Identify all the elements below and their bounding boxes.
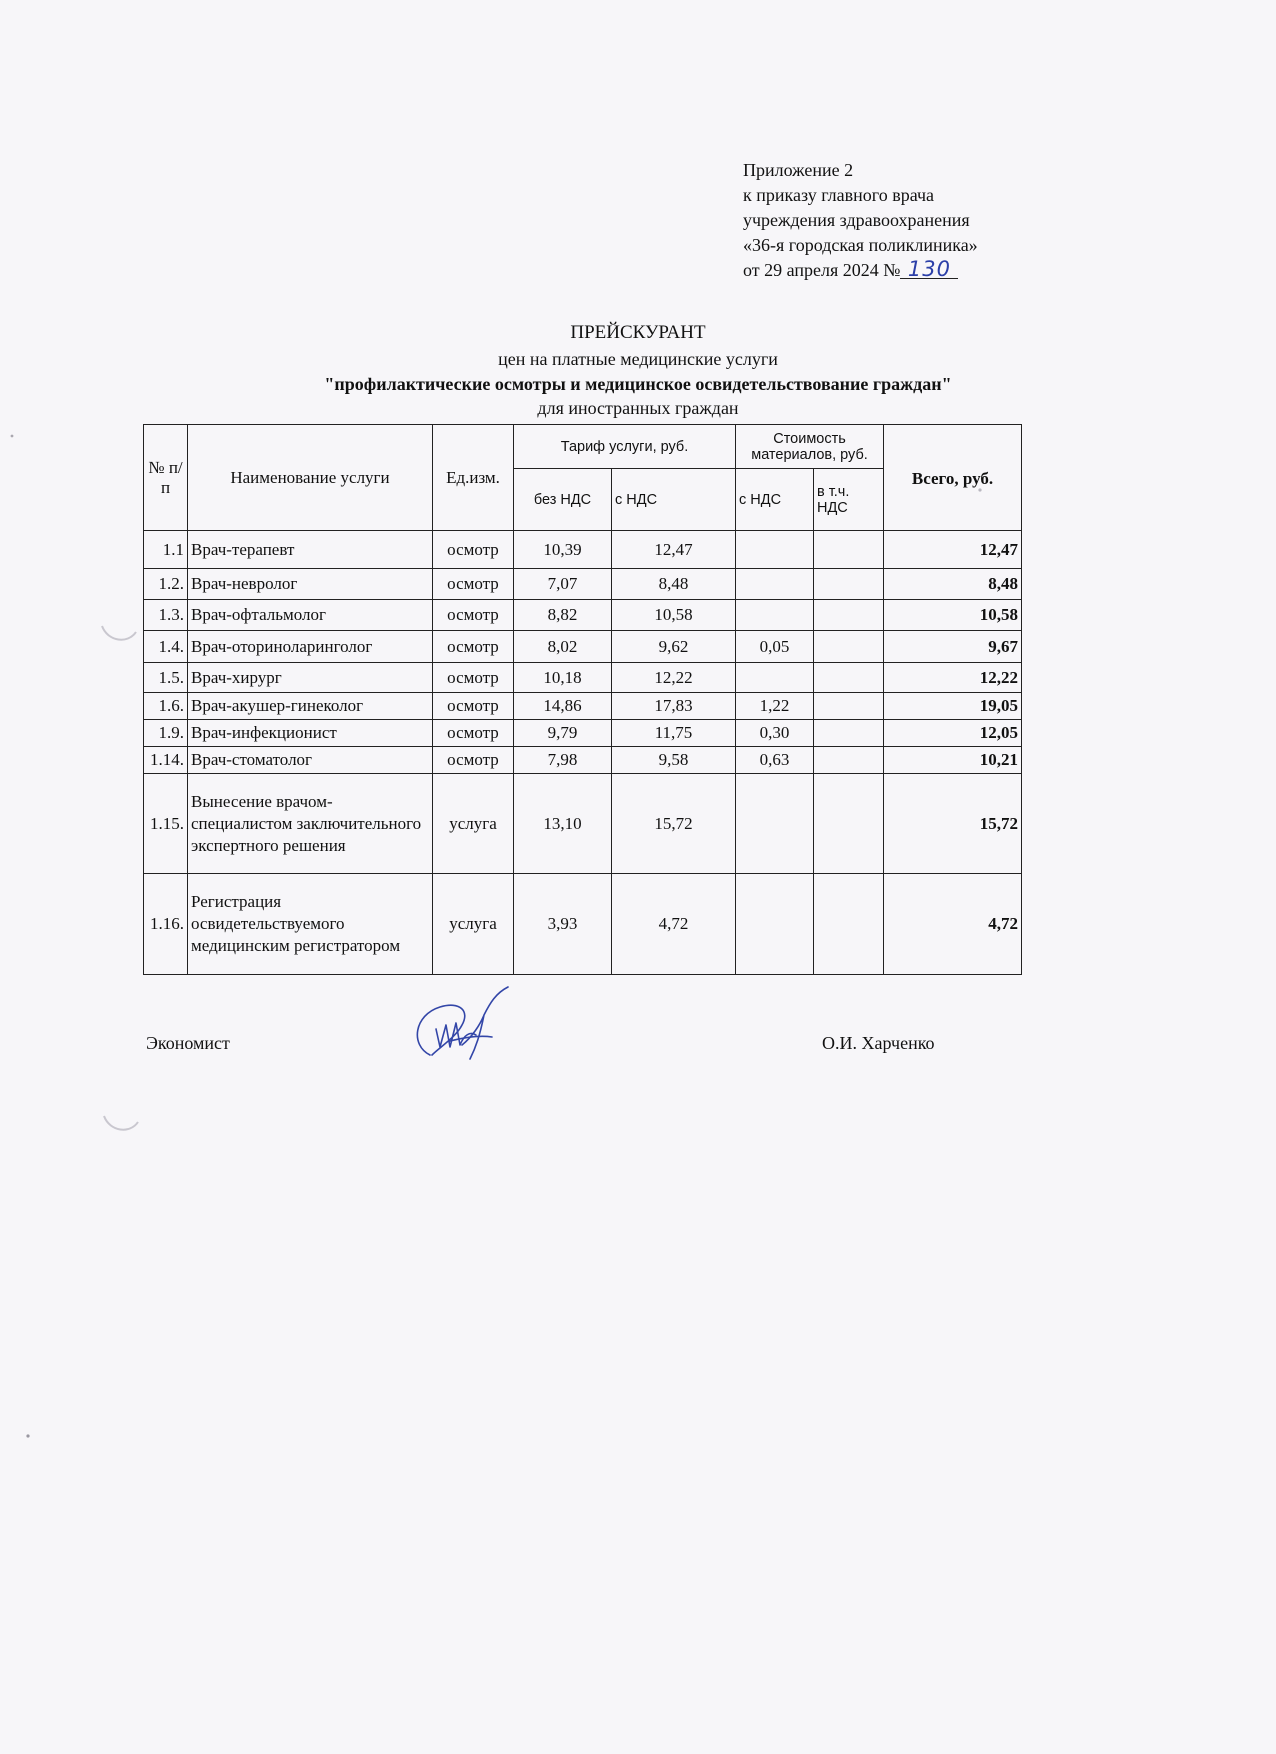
table-row (144, 874, 1022, 975)
table-row (144, 747, 1022, 774)
cell-with-vat: 12,22 (612, 663, 736, 693)
cell-with-vat: 15,72 (612, 774, 736, 874)
cell-mat-with-vat: 1,22 (736, 693, 814, 720)
appendix-line-1: Приложение 2 (743, 160, 854, 180)
appendix-block (743, 158, 978, 283)
scan-speck (8, 432, 16, 440)
cell-mat-incl-vat (814, 569, 884, 600)
cell-with-vat: 8,48 (612, 569, 736, 600)
cell-no-vat: 7,07 (514, 569, 612, 600)
cell-unit: осмотр (433, 600, 514, 631)
appendix-line-4: «36-я городская поликлиника» (743, 235, 978, 255)
cell-mat-incl-vat (814, 693, 884, 720)
cell-name: Вынесение врачом-специалистом заключительного экспертного решения (188, 774, 433, 874)
signature-person: О.И. Харченко (822, 1033, 935, 1053)
cell-total: 12,05 (884, 720, 1022, 747)
cell-name: Врач-акушер-гинеколог (188, 693, 433, 720)
cell-total: 10,21 (884, 747, 1022, 774)
cell-mat-incl-vat (814, 747, 884, 774)
cell-num: 1.4. (144, 631, 188, 663)
cell-num: 1.6. (144, 693, 188, 720)
table-row (144, 774, 1022, 874)
cell-mat-with-vat (736, 531, 814, 569)
cell-total: 12,47 (884, 531, 1022, 569)
cell-with-vat: 4,72 (612, 874, 736, 975)
cell-num: 1.1 (144, 531, 188, 569)
cell-no-vat: 7,98 (514, 747, 612, 774)
punch-hole-mark-upper (98, 618, 142, 648)
cell-with-vat: 9,62 (612, 631, 736, 663)
cell-num: 1.5. (144, 663, 188, 693)
handwritten-signature (410, 985, 540, 1075)
document-title: ПРЕЙСКУРАНТ (570, 322, 706, 343)
table-row (144, 569, 1022, 600)
signature-stroke-tail (462, 987, 508, 1059)
cell-num: 1.15. (144, 774, 188, 874)
cell-unit: осмотр (433, 569, 514, 600)
header-total: Всего, руб. (884, 425, 1022, 531)
cell-unit: услуга (433, 774, 514, 874)
header-num: № п/п (144, 425, 188, 531)
cell-total: 4,72 (884, 874, 1022, 975)
cell-unit: услуга (433, 874, 514, 975)
cell-no-vat: 9,79 (514, 720, 612, 747)
cell-mat-incl-vat (814, 631, 884, 663)
table-row (144, 663, 1022, 693)
signature-position: Экономист (146, 1033, 230, 1053)
cell-no-vat: 10,39 (514, 531, 612, 569)
cell-mat-incl-vat (814, 600, 884, 631)
header-with-vat: с НДС (612, 469, 736, 531)
header-mat-with-vat: с НДС (736, 469, 814, 531)
cell-mat-with-vat (736, 600, 814, 631)
cell-mat-incl-vat (814, 720, 884, 747)
cell-unit: осмотр (433, 631, 514, 663)
cell-no-vat: 8,02 (514, 631, 612, 663)
cell-with-vat: 11,75 (612, 720, 736, 747)
cell-mat-with-vat (736, 569, 814, 600)
cell-unit: осмотр (433, 747, 514, 774)
appendix-line-3: учреждения здравоохранения (743, 210, 970, 230)
header-unit: Ед.изм. (433, 425, 514, 531)
cell-no-vat: 14,86 (514, 693, 612, 720)
cell-mat-with-vat: 0,30 (736, 720, 814, 747)
document-subtitle-1: цен на платные медицинские услуги (498, 349, 778, 369)
cell-mat-incl-vat (814, 663, 884, 693)
cell-mat-with-vat (736, 663, 814, 693)
cell-unit: осмотр (433, 693, 514, 720)
cell-num: 1.14. (144, 747, 188, 774)
cell-total: 19,05 (884, 693, 1022, 720)
order-number-handwritten: 130 (900, 260, 958, 279)
cell-name: Врач-невролог (188, 569, 433, 600)
header-name: Наименование услуги (188, 425, 433, 531)
cell-mat-with-vat (736, 774, 814, 874)
cell-with-vat: 9,58 (612, 747, 736, 774)
cell-no-vat: 3,93 (514, 874, 612, 975)
cell-name: Врач-оториноларинголог (188, 631, 433, 663)
cell-no-vat: 10,18 (514, 663, 612, 693)
table-row (144, 600, 1022, 631)
cell-unit: осмотр (433, 720, 514, 747)
price-table (143, 424, 1022, 975)
appendix-line-2: к приказу главного врача (743, 185, 935, 205)
document-subtitle-2: "профилактические осмотры и медицинское освидетельствование граждан" (324, 374, 952, 394)
cell-mat-with-vat (736, 874, 814, 975)
appendix-date: от 29 апреля 2024 № (743, 260, 901, 280)
cell-total: 10,58 (884, 600, 1022, 631)
cell-name: Врач-терапевт (188, 531, 433, 569)
cell-with-vat: 10,58 (612, 600, 736, 631)
cell-name: Регистрация освидетельствуемого медицинским регистратором (188, 874, 433, 975)
cell-name: Врач-офтальмолог (188, 600, 433, 631)
cell-name: Врач-стоматолог (188, 747, 433, 774)
cell-num: 1.16. (144, 874, 188, 975)
signature-stroke-cross (450, 1036, 492, 1041)
cell-unit: осмотр (433, 531, 514, 569)
cell-total: 8,48 (884, 569, 1022, 600)
header-materials: Стоимость материалов, руб. (736, 425, 884, 469)
header-no-vat: без НДС (514, 469, 612, 531)
cell-total: 12,22 (884, 663, 1022, 693)
document-subtitle-3: для иностранных граждан (537, 398, 739, 418)
header-tariff: Тариф услуги, руб. (514, 425, 736, 469)
cell-mat-incl-vat (814, 774, 884, 874)
table-row (144, 720, 1022, 747)
price-table-body (144, 531, 1022, 975)
cell-no-vat: 8,82 (514, 600, 612, 631)
cell-num: 1.2. (144, 569, 188, 600)
cell-no-vat: 13,10 (514, 774, 612, 874)
table-row (144, 531, 1022, 569)
cell-with-vat: 12,47 (612, 531, 736, 569)
cell-unit: осмотр (433, 663, 514, 693)
cell-mat-incl-vat (814, 874, 884, 975)
table-row (144, 631, 1022, 663)
scan-speck (24, 1432, 32, 1440)
cell-total: 9,67 (884, 631, 1022, 663)
cell-mat-incl-vat (814, 531, 884, 569)
cell-with-vat: 17,83 (612, 693, 736, 720)
cell-num: 1.3. (144, 600, 188, 631)
appendix-date-line (743, 258, 978, 283)
table-row (144, 693, 1022, 720)
punch-hole-mark-lower (100, 1108, 144, 1138)
header-mat-incl-vat: в т.ч. НДС (814, 469, 884, 531)
cell-total: 15,72 (884, 774, 1022, 874)
cell-mat-with-vat: 0,63 (736, 747, 814, 774)
cell-name: Врач-хирург (188, 663, 433, 693)
cell-name: Врач-инфекционист (188, 720, 433, 747)
scan-speck (976, 486, 984, 494)
cell-num: 1.9. (144, 720, 188, 747)
cell-mat-with-vat: 0,05 (736, 631, 814, 663)
signature-stroke-letters (436, 1023, 476, 1047)
